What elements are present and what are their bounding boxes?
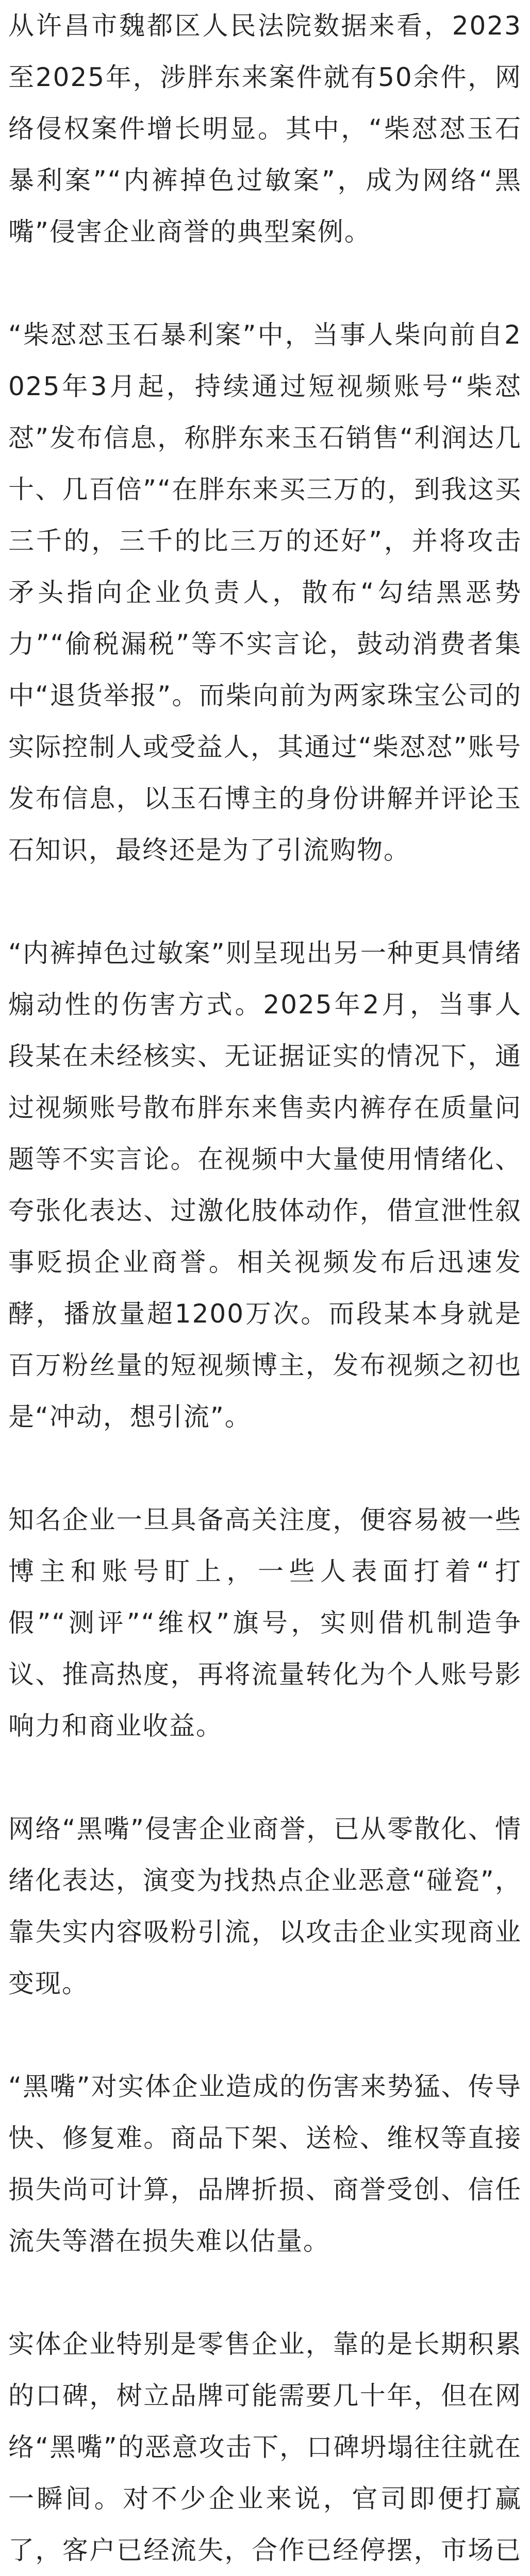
paragraph-traffic-monetization: 知名企业一旦具备高关注度，便容易被一些博主和账号盯上，一些人表面打着“打假”“测评”“维权”旗号，实则借机制造争议、推高热度，再将流量转化为个人账号影响力和商业收益。 bbox=[8, 1505, 522, 1741]
paragraph-damage-impact: “黑嘴”对实体企业造成的伤害来势猛、传导快、修复难。商品下架、送检、维权等直接损失尚可计算，品牌折损、商誉受创、信任流失等潜在损失难以估量。 bbox=[8, 2072, 522, 2256]
paragraph-jade-profit-case: “柴怼怼玉石暴利案”中，当事人柴向前自2025年3月起，持续通过短视频账号“柴怼怼”发布信息，称胖东来玉石销售“利润达几十、几百倍”“在胖东来买三万的，到我这买三千的，三千的比三万的还好”，并将攻击矛头指向企业负责人，散布“勾结黑恶势力”“偷税漏税”等不实言论，鼓动消费者集中“退货举报”。而柴向前为两家珠宝公司的实际控制人或受益人，其通过“柴怼怼”账号发布信息，以玉石博主的身份讲解并评论玉石知识，最终还是为了引流购物。 bbox=[8, 320, 522, 865]
paragraph-reputation-collapse: 实体企业特别是零售企业，靠的是长期积累的口碑，树立品牌可能需要几十年，但在网络“黑嘴”的恶意攻击下，口碑坍塌往往就在一瞬间。对不少企业来说，官司即便打赢了，客户已经流失，合作已经停摆，市场已 bbox=[8, 2329, 522, 2565]
paragraph-case-statistics: 从许昌市魏都区人民法院数据来看，2023至2025年，涉胖东来案件就有50余件，网络侵权案件增长明显。其中，“柴怼怼玉石暴利案”“内裤掉色过敏案”，成为网络“黑嘴”侵害企业商誉的典型案例。 bbox=[8, 11, 522, 247]
paragraph-malicious-targeting: 网络“黑嘴”侵害企业商誉，已从零散化、情绪化表达，演变为找热点企业恶意“碰瓷”，靠失实内容吸粉引流，以攻击企业实现商业变现。 bbox=[8, 1814, 522, 1998]
paragraph-underwear-fading-case: “内裤掉色过敏案”则呈现出另一种更具情绪煽动性的伤害方式。2025年2月，当事人段某在未经核实、无证据证实的情况下，通过视频账号散布胖东来售卖内裤存在质量问题等不实言论。在视频中大量使用情绪化、夸张化表达、过激化肢体动作，借宣泄性叙事贬损企业商誉。相关视频发布后迅速发酵，播放量超1200万次。而段某本身就是百万粉丝量的短视频博主，发布视频之初也是“冲动，想引流”。 bbox=[8, 938, 522, 1432]
